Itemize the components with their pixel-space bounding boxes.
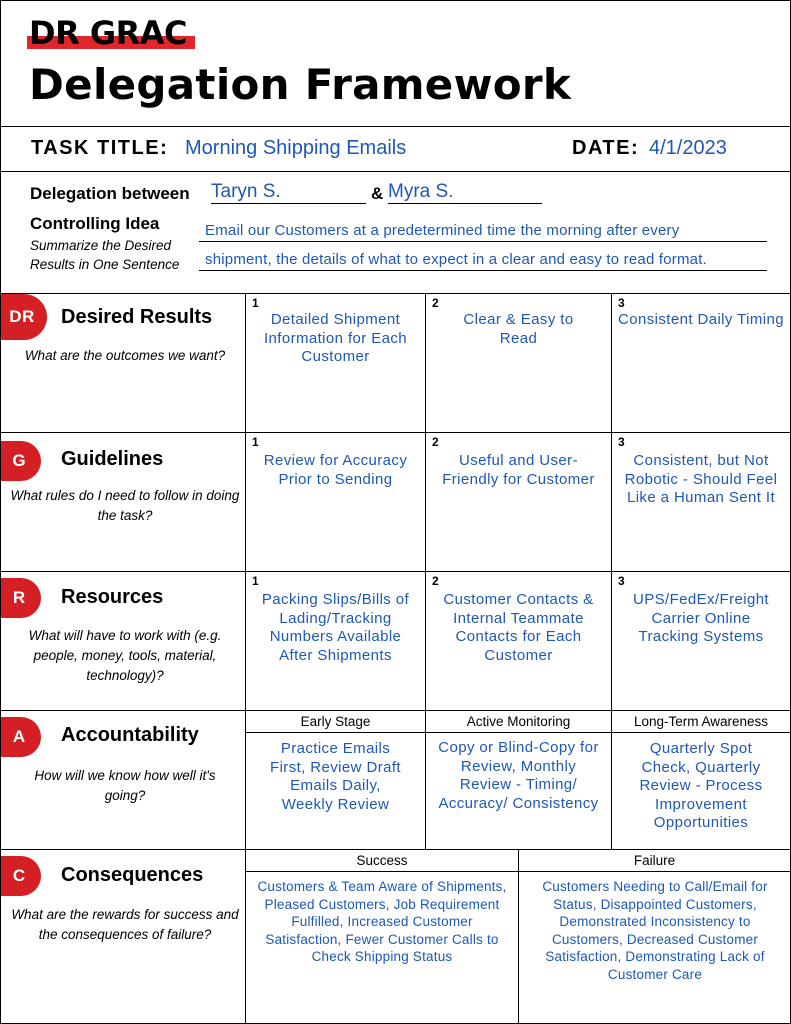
cell-text: Detailed Shipment Information for Each Customer xyxy=(263,311,408,365)
guideline-cell xyxy=(246,433,425,572)
column-header: Early Stage xyxy=(246,711,425,733)
delegator-name: Taryn S. xyxy=(211,181,366,204)
column-divider xyxy=(518,850,519,1024)
date-value: 4/1/2023 xyxy=(649,137,727,159)
cell-text: Quarterly Spot Check, Quarterly Review - Process Improvement Opportunities xyxy=(639,740,763,831)
cell-number: 3 xyxy=(618,296,625,310)
brand-header xyxy=(29,13,191,53)
guideline-cell xyxy=(426,433,611,572)
cell-number: 3 xyxy=(618,574,625,588)
cell-text: Copy or Blind-Copy for Review, Monthly Review - Timing/ Accuracy/ Consistency xyxy=(438,739,599,812)
ampersand: & xyxy=(371,184,384,203)
controlling-idea-hint-line: Summarize the Desired xyxy=(30,238,172,253)
cell-number: 1 xyxy=(252,296,259,310)
cell-text: Clear & Easy to Read xyxy=(463,311,574,347)
column-divider xyxy=(245,850,246,1024)
section-question: What are the rewards for success and the consequences of failure? xyxy=(11,907,239,942)
section-title: Consequences xyxy=(61,864,204,886)
accountability-cell xyxy=(426,711,611,850)
accountability-cell xyxy=(246,711,425,850)
section-badge: R xyxy=(1,578,41,618)
section-title: Guidelines xyxy=(61,448,164,470)
task-row xyxy=(1,127,790,171)
section-title: Desired Results xyxy=(61,306,213,328)
section-title: Resources xyxy=(61,586,164,608)
result-cell xyxy=(426,294,611,433)
section-accountability xyxy=(1,710,790,850)
section-resources xyxy=(1,571,790,711)
controlling-idea-hint-line: Results in One Sentence xyxy=(30,257,180,272)
resource-cell xyxy=(246,572,425,711)
section-consequences xyxy=(1,849,790,1024)
controlling-idea-hint xyxy=(30,236,179,274)
date-label: DATE: xyxy=(572,137,640,159)
cell-text: Consistent, but Not Robotic - Should Feel Like a Human Sent It xyxy=(624,452,778,506)
section-label-cell xyxy=(1,711,245,850)
cell-text: Customer Contacts & Internal Teammate Contacts for Each Customer xyxy=(443,591,594,664)
task-title-label: TASK TITLE: xyxy=(31,137,169,159)
cell-text: Review for Accuracy Prior to Sending xyxy=(263,452,408,488)
success-text: Customers & Team Aware of Shipments, Pleased Customers, Job Requirement Fulfilled, Increased Customer Satisfaction, Fewer Customer Calls to Check Shipping Status xyxy=(257,879,507,964)
section-badge: A xyxy=(1,717,41,757)
cell-text: Practice Emails First, Review Draft Emails Daily, Weekly Review xyxy=(270,740,401,813)
cell-number: 1 xyxy=(252,574,259,588)
result-cell xyxy=(246,294,425,433)
delegation-label: Delegation between xyxy=(30,184,190,203)
cell-number: 2 xyxy=(432,435,439,449)
result-cell xyxy=(612,294,790,433)
resource-cell xyxy=(426,572,611,711)
task-title-value: Morning Shipping Emails xyxy=(185,137,407,159)
guideline-cell xyxy=(612,433,790,572)
controlling-idea-label: Controlling Idea xyxy=(30,214,160,233)
delegatee-name: Myra S. xyxy=(388,181,542,204)
section-label-cell xyxy=(1,850,245,1024)
section-label-cell xyxy=(1,433,245,572)
section-desired-results xyxy=(1,293,790,433)
accountability-cell xyxy=(612,711,790,850)
column-header: Long-Term Awareness xyxy=(612,711,790,733)
cell-number: 2 xyxy=(432,574,439,588)
column-header: Failure xyxy=(519,850,790,872)
controlling-idea-line: shipment, the details of what to expect in a clear and easy to read format. xyxy=(199,250,767,271)
failure-text: Customers Needing to Call/Email for Status, Disappointed Customers, Demonstrated Inconsistency to Customers, Decreased Customer Satisfaction, Demonstrating Lack of Customer Care xyxy=(542,879,768,982)
section-label-cell xyxy=(1,572,245,711)
cell-text: UPS/FedEx/Freight Carrier Online Tracking Systems xyxy=(632,591,769,645)
controlling-idea-line: Email our Customers at a predetermined time the morning after every xyxy=(199,221,767,242)
resource-cell xyxy=(612,572,790,711)
section-title: Accountability xyxy=(61,724,199,746)
section-question: What will have to work with (e.g. people, money, tools, material, technology)? xyxy=(28,628,222,683)
column-header: Success xyxy=(246,850,518,872)
section-badge: C xyxy=(1,856,41,896)
cell-number: 2 xyxy=(432,296,439,310)
brand-logo xyxy=(29,13,191,53)
column-header: Active Monitoring xyxy=(426,711,611,733)
cell-number: 1 xyxy=(252,435,259,449)
cell-text: Consistent Daily Timing xyxy=(618,311,784,328)
section-question: What rules do I need to follow in doing the task? xyxy=(10,488,240,523)
brand-name: DR GRAC xyxy=(29,14,187,52)
section-label-cell xyxy=(1,294,245,433)
section-question: What are the outcomes we want? xyxy=(24,348,226,363)
cell-text: Useful and User-Friendly for Customer xyxy=(442,452,595,488)
divider xyxy=(1,171,790,172)
cell-number: 3 xyxy=(618,435,625,449)
page-title: Delegation Framework xyxy=(29,60,572,109)
cell-text: Packing Slips/Bills of Lading/Tracking Numbers Available After Shipments xyxy=(261,591,410,664)
section-guidelines xyxy=(1,432,790,572)
section-badge: G xyxy=(1,441,41,481)
section-badge: DR xyxy=(1,294,47,340)
section-question: How will we know how well it's going? xyxy=(34,768,216,803)
